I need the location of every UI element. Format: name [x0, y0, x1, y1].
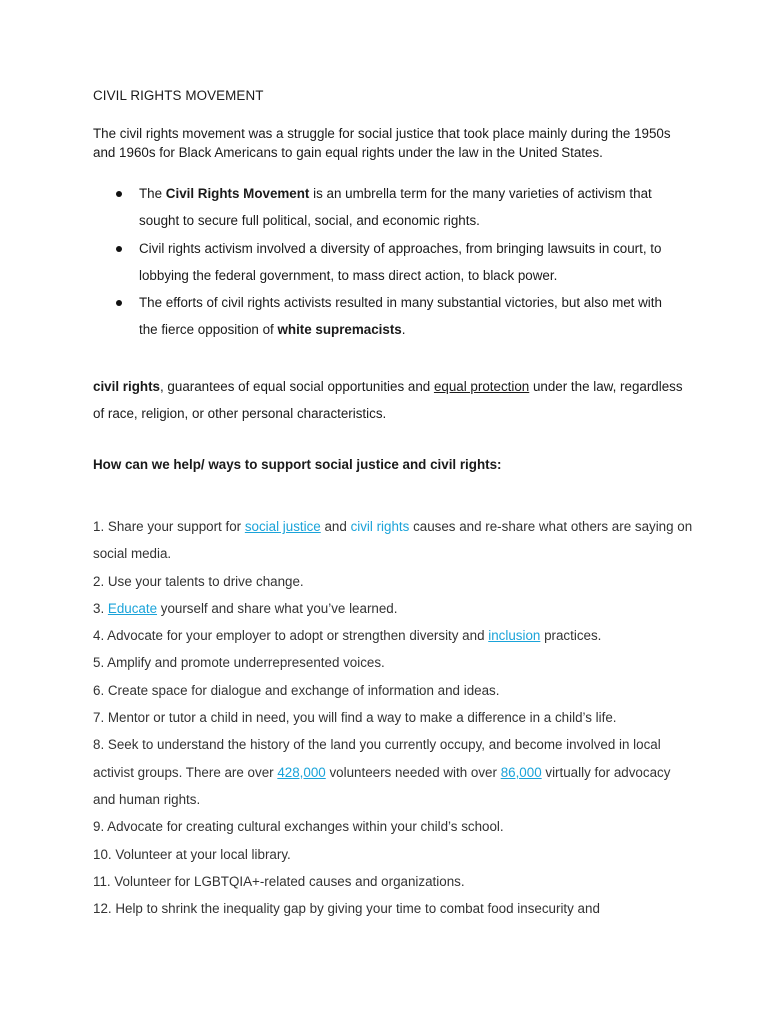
bullet-item [139, 289, 679, 344]
list-item: 5. Amplify and promote underrepresented voices. [93, 655, 385, 671]
list-item: 2. Use your talents to drive change. [93, 573, 304, 589]
bullet-item [139, 235, 679, 290]
list-item: 7. Mentor or tutor a child in need, you will find a way to make a difference in a child’s life. [93, 710, 617, 726]
bullet-item [139, 180, 679, 235]
civil-rights-link[interactable]: civil rights [350, 519, 410, 534]
social-justice-link[interactable]: social justice [244, 519, 321, 534]
step-text: causes and re-share what others are saying on social media. [93, 519, 693, 562]
bullet-text: Civil rights activism involved a diversity of approaches, from bringing lawsuits in court, to lobbying the federal government, to mass direct action, to black power. [139, 240, 662, 283]
step-text: yourself and share what you’ve learned. [157, 600, 398, 616]
bullet-bold-term: white supremacists [277, 322, 402, 338]
step-text: 4. Advocate for your employer to adopt or strengthen diversity and [93, 628, 489, 644]
bullet-text: The [139, 186, 166, 201]
bullet-text: The efforts of civil rights activists resulted in many substantial victories, but also met with the fierce opposition of [139, 295, 662, 338]
volunteers-count-link[interactable]: 428,000 [277, 764, 326, 780]
bullet-dot-icon [116, 246, 122, 252]
bullet-text: . [401, 322, 406, 338]
virtual-count-link[interactable]: 86,000 [500, 764, 542, 780]
help-heading: How can we help/ ways to support social justice and civil rights: [93, 457, 502, 472]
list-item: 9. Advocate for creating cultural exchanges within your child’s school. [93, 819, 504, 835]
step-text: and [320, 519, 351, 534]
step-text: virtually for advocacy and human rights. [93, 764, 671, 807]
bullet-text: is an umbrella term for the many varieties of activism that sought to secure full political, social, and economic rights. [139, 186, 652, 229]
equal-protection-link[interactable]: equal protection [433, 379, 530, 394]
definition-text: under the law, regardless of race, religion, or other personal characteristics. [93, 379, 683, 422]
list-item [93, 513, 693, 568]
document-title: CIVIL RIGHTS MOVEMENT [93, 88, 264, 103]
bullet-bold-term: Civil Rights Movement [165, 186, 310, 201]
step-text: 1. Share your support for [93, 519, 245, 534]
inclusion-link[interactable]: inclusion [488, 628, 541, 644]
definition-paragraph [93, 373, 693, 428]
step-text: volunteers needed with over [325, 764, 501, 780]
definition-term: civil rights [93, 379, 160, 394]
bullet-dot-icon [116, 191, 122, 197]
list-item: 12. Help to shrink the inequality gap by giving your time to combat food insecurity and [93, 901, 600, 917]
educate-link[interactable]: Educate [107, 600, 158, 616]
list-item: 10. Volunteer at your local library. [93, 846, 291, 862]
list-item: 6. Create space for dialogue and exchange of information and ideas. [93, 682, 500, 698]
definition-text: , guarantees of equal social opportunities and [159, 379, 434, 394]
list-item [93, 622, 693, 649]
steps-list [93, 513, 693, 922]
list-item [93, 595, 693, 622]
list-item [93, 731, 693, 813]
step-text: 8. Seek to understand the history of the land you currently occupy, and become involved in local activist groups. There are over [93, 737, 661, 780]
step-text: 3. [93, 600, 108, 616]
step-text: practices. [540, 628, 602, 644]
bullet-list [139, 180, 679, 344]
list-item: 11. Volunteer for LGBTQIA+-related causes and organizations. [93, 873, 465, 889]
intro-paragraph: The civil rights movement was a struggle for social justice that took place mainly during the 1950s and 1960s for Black Americans to gain equal rights under the law in the United States. [93, 126, 671, 160]
bullet-dot-icon [116, 300, 122, 306]
